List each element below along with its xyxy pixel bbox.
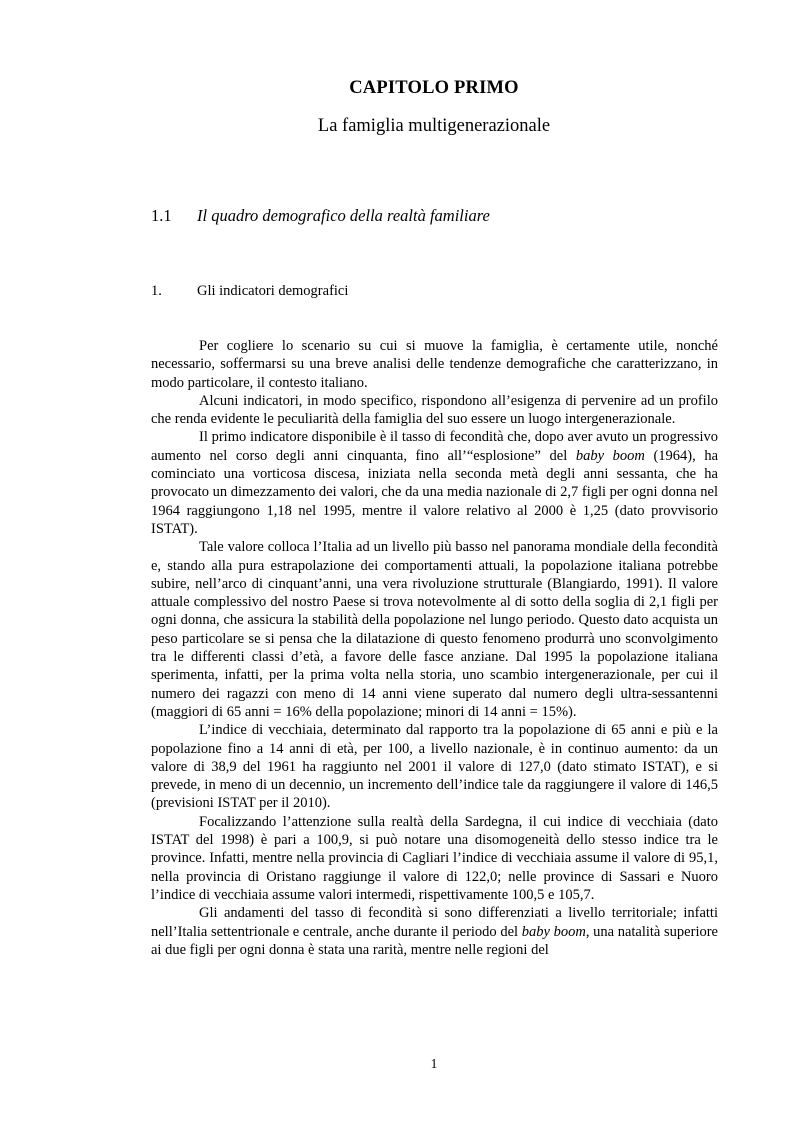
section-number: 1.1 [151, 206, 172, 225]
page-number: 1 [430, 1056, 438, 1071]
body-text [151, 337, 718, 959]
paragraph: Focalizzando l’attenzione sulla realtà della Sardegna, il cui indice di vecchiaia (dato ISTAT del 1998) è pari a 100,9, si può notare una disomogeneità dello stesso indice tra le province. Infatti, mentre nella provincia di Cagliari l’indice di vecchiaia assume il valore di 95,1, nella provincia di Oristano raggiunge il valore di 122,0; nelle province di Sassari e Nuoro l’indice di vecchiaia assume valori intermedi, rispettivamente 100,5 e 105,7. [151, 813, 718, 903]
paragraph-text: (1964), ha cominciato una vorticosa discesa, iniziata nella seconda metà degli anni sessanta, che ha provocato un dimezzamento dei valori, che da una media nazionale di 2,7 figli per ogni donna nel 1964 raggiungono 1,18 nel 1995, mentre il valore relativo al 2000 è 1,25 (dato provvisorio ISTAT). [151, 447, 718, 537]
paragraph: L’indice di vecchiaia, determinato dal rapporto tra la popolazione di 65 anni e più e la popolazione fino a 14 anni di età, per 100, a livello nazionale, è in continuo aumento: da un valore di 38,9 del 1961 ha raggiunto nel 2001 il valore di 127,0 (dato stimato ISTAT), e si prevede, in meno di un decennio, un incremento dell’indice tale da raggiungere il valore di 146,5 (previsioni ISTAT per il 2010). [151, 722, 718, 812]
paragraph: Per cogliere lo scenario su cui si muove la famiglia, è certamente utile, nonché necessario, soffermarsi su una breve analisi delle tendenze demografiche che caratterizzano, in modo particolare, il contesto italiano. [151, 338, 718, 391]
paragraph-emphasis: baby boom [521, 923, 586, 940]
section-heading [151, 206, 490, 226]
paragraph-text: Gli andamenti del tasso di fecondità si sono differenziati a livello territoriale; infatti nell’Italia settentrionale e centrale, anche durante il periodo del [151, 905, 718, 940]
paragraph: Alcuni indicatori, in modo specifico, rispondono all’esigenza di pervenire ad un profilo che renda evidente le peculiarità della famiglia del suo essere un luogo intergenerazionale. [151, 392, 718, 428]
section-title: Il quadro demografico della realtà familiare [197, 206, 490, 225]
chapter-label: CAPITOLO PRIMO [349, 78, 519, 98]
subsection-heading [151, 283, 348, 300]
paragraph-emphasis: baby boom [575, 447, 645, 464]
subsection-number: 1. [151, 283, 162, 299]
subsection-title: Gli indicatori demografici [197, 283, 349, 299]
paragraph-text: , una natalità superiore ai due figli per ogni donna è stata una rarità, mentre nelle regioni del [151, 923, 718, 958]
paragraph [151, 428, 718, 538]
chapter-title: La famiglia multigenerazionale [317, 116, 551, 136]
paragraph-text: Il primo indicatore disponibile è il tasso di fecondità che, dopo aver avuto un progressivo aumento nel corso degli anni cinquanta, fino all’“esplosione” del [151, 429, 718, 464]
paragraph: Tale valore colloca l’Italia ad un livello più basso nel panorama mondiale della fecondità e, stando alla pura estrapolazione dei comportamenti attuali, la popolazione italiana potrebbe subire, nell’arco di cinquant’anni, una vera rivoluzione strutturale (Blangiardo, 1991). Il valore attuale complessivo del nostro Paese si trova notevolmente al di sotto della soglia di 2,1 figli per ogni donna, che assicura la stabilità della popolazione nel lungo periodo. Questo dato acquista un peso particolare se si pensa che la dilatazione di questo fenomeno produrrà uno sconvolgimento tra le differenti classi d’età, a favore delle fasce anziane. Dal 1995 la popolazione italiana sperimenta, infatti, per la prima volta nella storia, uno scambio intergenerazionale, per cui il numero dei ragazzi con meno di 14 anni viene superato dal numero degli ultra-sessantenni (maggiori di 65 anni = 16% della popolazione; minori di 14 anni = 15%). [151, 539, 718, 720]
paragraph [151, 904, 718, 959]
